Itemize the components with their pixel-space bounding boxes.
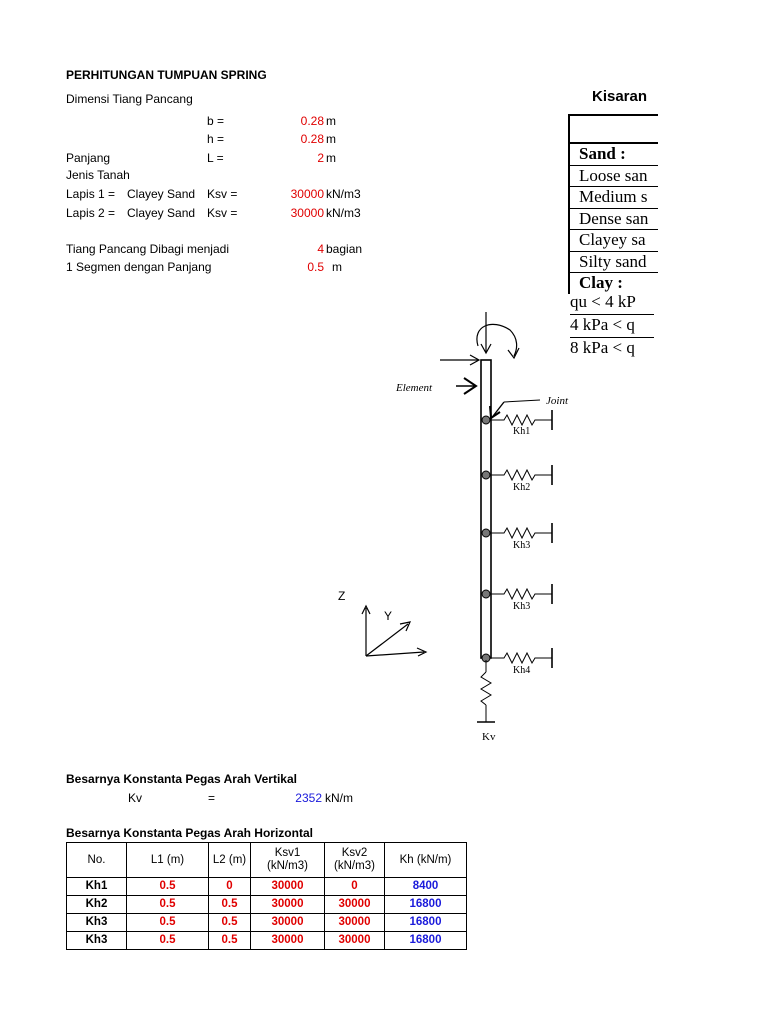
- segmen-panjang-value: 0.5: [307, 260, 324, 274]
- cell-kh: 16800: [385, 914, 467, 932]
- col-header-no: No.: [67, 843, 127, 878]
- dibagi-unit: bagian: [326, 242, 363, 256]
- h-label: h =: [207, 132, 225, 146]
- horizontal-title: Besarnya Konstanta Pegas Arah Horizontal: [66, 826, 313, 840]
- col-header-kh: Kh (kN/m): [385, 843, 467, 878]
- cell-l2: 0: [209, 878, 251, 896]
- joint-pointer-tail: [504, 400, 540, 402]
- table-row: [67, 932, 467, 950]
- vertikal-title: Besarnya Konstanta Pegas Arah Vertikal: [66, 772, 297, 786]
- spring-label: Kh3: [513, 540, 531, 551]
- lapis1-unit: kN/m3: [326, 187, 361, 201]
- lapis2-label: Lapis 2 =: [66, 206, 116, 220]
- lapis2-soil: Clayey Sand: [127, 206, 196, 220]
- cell-no: Kh1: [67, 878, 127, 896]
- kisaran-row: Dense san: [568, 209, 658, 231]
- kh-table: [66, 842, 467, 950]
- kv-label: Kv: [482, 731, 496, 743]
- kisaran-extra-row: 8 kPa < q: [570, 338, 654, 358]
- kisaran-row: Medium s: [568, 187, 658, 209]
- lapis1-soil: Clayey Sand: [127, 187, 196, 201]
- axis-y: [366, 624, 408, 656]
- spring-zigzag: [490, 653, 552, 663]
- table-row: [67, 914, 467, 932]
- cell-kh: 16800: [385, 932, 467, 950]
- table-row: [67, 896, 467, 914]
- cell-ksv2: 30000: [325, 914, 385, 932]
- b-label: b =: [207, 114, 225, 128]
- cell-l2: 0.5: [209, 914, 251, 932]
- spring-zigzag: [490, 470, 552, 480]
- kisaran-row: Sand :: [568, 144, 658, 166]
- h-value: 0.28: [300, 132, 324, 146]
- moment-arrow-icon: [477, 324, 517, 356]
- table-row: [67, 878, 467, 896]
- cell-l1: 0.5: [127, 914, 209, 932]
- b-value: 0.28: [300, 114, 324, 128]
- kisaran-extra-row: qu < 4 kP: [570, 292, 654, 315]
- cell-no: Kh3: [67, 932, 127, 950]
- jenis-tanah-label: Jenis Tanah: [66, 168, 130, 182]
- spring-label: Kh4: [513, 665, 531, 676]
- joint-node: [482, 590, 490, 598]
- cell-l1: 0.5: [127, 878, 209, 896]
- kv-symbol: Kv: [128, 791, 143, 805]
- b-unit: m: [326, 114, 336, 128]
- kisaran-row: Clay :: [568, 273, 658, 294]
- kv-unit: kN/m: [325, 791, 353, 805]
- spring-label: Kh3: [513, 601, 531, 612]
- z-axis-label: Z: [338, 589, 346, 603]
- moment-arrowhead-icon: [508, 348, 519, 358]
- cell-l2: 0.5: [209, 932, 251, 950]
- kisaran-row: Loose san: [568, 166, 658, 188]
- cell-ksv1: 30000: [251, 878, 325, 896]
- cell-l2: 0.5: [209, 896, 251, 914]
- lapis1-value: 30000: [290, 187, 324, 201]
- h-unit: m: [326, 132, 336, 146]
- cell-kh: 16800: [385, 896, 467, 914]
- lapis2-value: 30000: [290, 206, 324, 220]
- col-header-ksv2: Ksv2 (kN/m3): [325, 843, 385, 878]
- spring-label: Kh2: [513, 482, 531, 493]
- kv-spring-zigzag: [481, 672, 491, 705]
- lapis1-label: Lapis 1 =: [66, 187, 116, 201]
- panjang-unit: m: [326, 151, 336, 165]
- dibagi-value: 4: [317, 242, 324, 256]
- joint-node: [482, 471, 490, 479]
- cell-ksv1: 30000: [251, 932, 325, 950]
- joint-label: Joint: [546, 395, 568, 407]
- kv-equals: =: [208, 791, 216, 805]
- col-header-l1: L1 (m): [127, 843, 209, 878]
- y-axis-label: Y: [384, 609, 393, 623]
- cell-ksv2: 30000: [325, 932, 385, 950]
- cell-no: Kh3: [67, 914, 127, 932]
- cell-no: Kh2: [67, 896, 127, 914]
- lapis1-sym: Ksv =: [207, 187, 238, 201]
- segmen-panjang-label: 1 Segmen dengan Panjang: [66, 260, 212, 274]
- col-header-ksv1: Ksv1 (kN/m3): [251, 843, 325, 878]
- springs-group: [482, 410, 552, 676]
- cell-ksv2: 0: [325, 878, 385, 896]
- kv-value: 2352: [295, 791, 322, 805]
- cell-l1: 0.5: [127, 896, 209, 914]
- panjang-label: Panjang: [66, 151, 111, 165]
- lapis2-sym: Ksv =: [207, 206, 238, 220]
- element-label: Element: [396, 382, 433, 394]
- cell-l1: 0.5: [127, 932, 209, 950]
- col-header-l2: L2 (m): [209, 843, 251, 878]
- spring-zigzag: [490, 415, 552, 425]
- spring-label: Kh1: [513, 426, 531, 437]
- kisaran-row: Clayey sa: [568, 230, 658, 252]
- lapis2-unit: kN/m3: [326, 206, 361, 220]
- cell-kh: 8400: [385, 878, 467, 896]
- dimensi-label: Dimensi Tiang Pancang: [66, 92, 193, 106]
- segmen-panjang-unit: m: [332, 260, 342, 274]
- cell-ksv2: 30000: [325, 896, 385, 914]
- table-header-row: [67, 843, 467, 878]
- kisaran-extra-row: 4 kPa < q: [570, 315, 654, 338]
- joint-node: [482, 416, 490, 424]
- dibagi-label: Tiang Pancang Dibagi menjadi: [66, 242, 229, 256]
- spring-zigzag: [490, 589, 552, 599]
- panjang-sym: L =: [207, 151, 224, 165]
- kisaran-row: Silty sand: [568, 252, 658, 274]
- pile-column: [481, 360, 491, 658]
- page-title: PERHITUNGAN TUMPUAN SPRING: [66, 68, 267, 82]
- panjang-value: 2: [317, 151, 324, 165]
- joint-node: [482, 529, 490, 537]
- kisaran-title: Kisaran: [592, 88, 648, 105]
- cell-ksv1: 30000: [251, 914, 325, 932]
- axis-x: [366, 652, 424, 656]
- cell-ksv1: 30000: [251, 896, 325, 914]
- spring-zigzag: [490, 528, 552, 538]
